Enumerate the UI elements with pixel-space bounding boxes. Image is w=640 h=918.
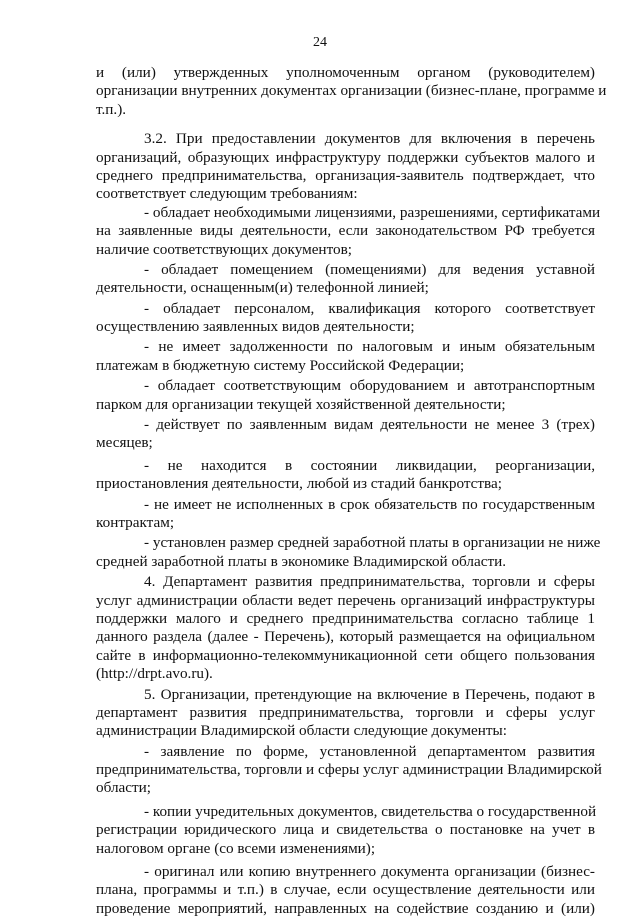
- document-body: [96, 64, 607, 918]
- text-line: средней заработной платы в экономике Владимирской области.: [96, 552, 507, 570]
- text-line: - обладает помещением (помещениями) для ведения уставной: [144, 260, 595, 278]
- text-line: - заявление по форме, установленной департаментом развития: [144, 742, 595, 760]
- text-line: сайте в информационно-телекоммуникационной сети общего пользования: [96, 646, 595, 664]
- text-line: соответствует следующим требованиям:: [96, 185, 358, 203]
- text-line: налоговом органе (со всеми изменениями);: [96, 839, 376, 857]
- text-line: на заявленные виды деятельности, если законодательством РФ требуется: [96, 222, 595, 240]
- text-line: - обладает необходимыми лицензиями, разрешениями, сертификатами: [144, 203, 601, 221]
- text-line: - копии учредительных документов, свидетельства о государственной: [144, 802, 597, 820]
- text-line: области;: [96, 779, 151, 797]
- text-line: - обладает соответствующим оборудованием и автотранспортным: [144, 377, 595, 395]
- text-line: поддержки малого и среднего предпринимательства согласно таблице 1: [96, 609, 595, 627]
- text-line: - не имеет не исполненных в срок обязательств по государственным: [144, 495, 595, 513]
- text-line: - действует по заявленным видам деятельности не менее 3 (трех): [144, 416, 595, 434]
- text-line: - не имеет задолженности по налоговым и иным обязательным: [144, 338, 595, 356]
- text-line: деятельности, оснащенным(и) телефонной линией;: [96, 279, 429, 297]
- text-line: проведение мероприятий, направленных на содействие созданию и (или): [96, 899, 595, 917]
- text-line: 4. Департамент развития предпринимательства, торговли и сферы: [144, 573, 595, 591]
- text-line: организации внутренних документах организации (бизнес-плане, программе и: [96, 82, 607, 100]
- text-line: осуществлению заявленных видов деятельности;: [96, 318, 415, 336]
- text-line: организаций, образующих инфраструктуру поддержки субъектов малого и: [96, 148, 595, 166]
- text-line: приостановления деятельности, любой из стадий банкротства;: [96, 475, 502, 493]
- text-line: парком для организации текущей хозяйственной деятельности;: [96, 395, 506, 413]
- page-number: 24: [313, 35, 327, 50]
- text-line: среднего предпринимательства, организация-заявитель подтверждает, что: [96, 166, 595, 184]
- text-line: администрации Владимирской области следующие документы:: [96, 722, 507, 740]
- text-line: услуг администрации области ведет перечень организаций инфраструктуры: [96, 591, 595, 609]
- text-line: предпринимательства, торговли и сферы услуг администрации Владимирской: [96, 761, 602, 779]
- text-line: и (или) утвержденных уполномоченным органом (руководителем): [96, 64, 595, 81]
- text-line: платежам в бюджетную систему Российской Федерации;: [96, 356, 465, 374]
- text-line: т.п.).: [96, 100, 127, 118]
- text-line: - оригинал или копию внутреннего документа организации (бизнес-: [144, 863, 595, 881]
- text-line: месяцев;: [96, 434, 153, 452]
- text-line: плана, программы и т.п.) в случае, если осуществление деятельности или: [96, 881, 595, 899]
- text-line: (http://drpt.avo.ru).: [96, 665, 213, 683]
- text-line: наличие соответствующих документов;: [96, 240, 352, 258]
- text-line: 3.2. При предоставлении документов для включения в перечень: [144, 130, 595, 148]
- text-line: - установлен размер средней заработной платы в организации не ниже: [144, 534, 601, 552]
- text-line: данного раздела (далее - Перечень), который размещается на официальном: [96, 628, 595, 646]
- text-line: департамент развития предпринимательства, торговли и сферы услуг: [96, 703, 595, 721]
- text-line: регистрации юридического лица и свидетельства о постановке на учет в: [96, 821, 595, 839]
- text-line: - не находится в состоянии ликвидации, реорганизации,: [144, 456, 595, 474]
- text-line: 5. Организации, претендующие на включение в Перечень, подают в: [144, 685, 595, 703]
- text-line: - обладает персоналом, квалификация которого соответствует: [144, 299, 595, 317]
- text-line: контрактам;: [96, 513, 175, 531]
